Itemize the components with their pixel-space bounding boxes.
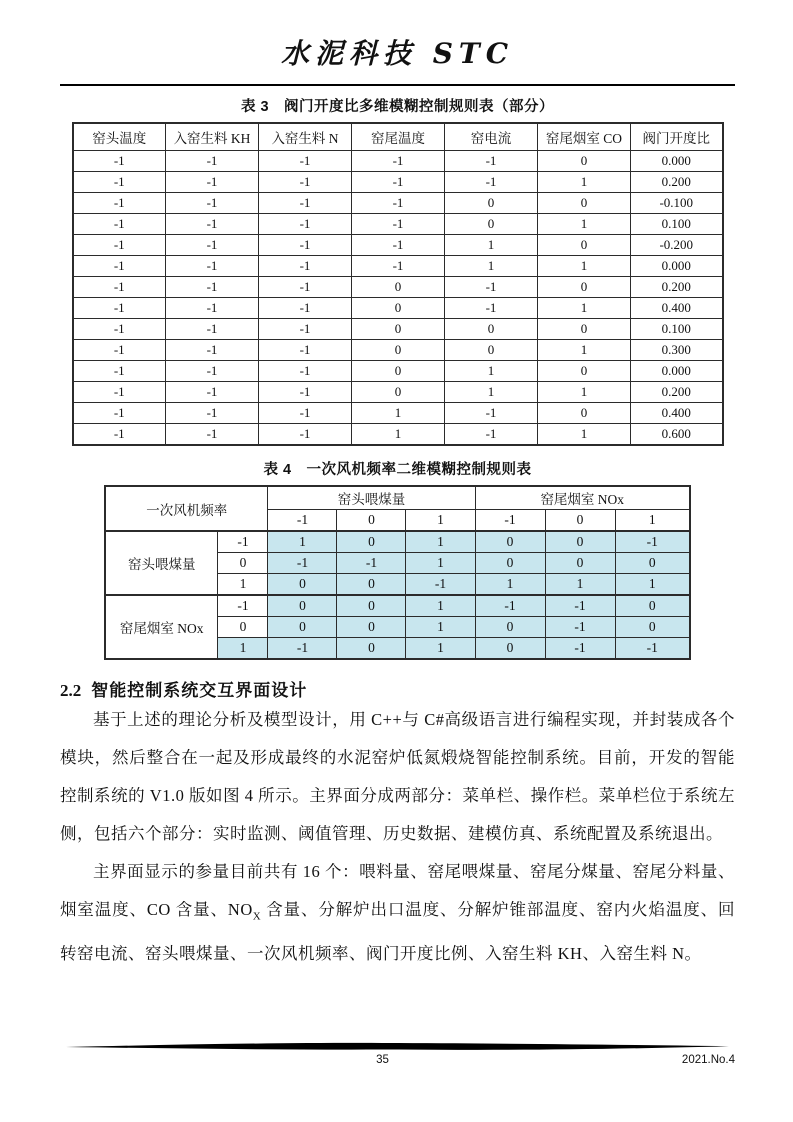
table-cell: 0.000 [631, 361, 723, 382]
table-cell: -0.200 [631, 235, 723, 256]
table-cell: 1 [445, 256, 538, 277]
table-cell: -1 [445, 424, 538, 446]
table-cell: 0 [445, 214, 538, 235]
table-cell: -0.100 [631, 193, 723, 214]
row-sublabel: 1 [218, 638, 268, 660]
table-cell: -1 [259, 340, 352, 361]
table-cell: 0.600 [631, 424, 723, 446]
table4-caption: 表 4 一次风机频率二维模糊控制规则表 [263, 462, 532, 478]
paragraph-2-text-a: 主界面显示的参量目前共有 16 个：喂料量、窑尾喂煤量、窑尾分煤量、窑尾分料量、烟室温度、CO 含量、NO [60, 862, 735, 919]
table3-row [73, 382, 723, 403]
column-sublabel: -1 [475, 510, 545, 532]
row-group-label: 窑尾烟室 NOx [105, 595, 218, 659]
table3 [72, 122, 724, 446]
table-cell: -1 [445, 298, 538, 319]
table-cell: 1 [445, 382, 538, 403]
table-cell: -1 [352, 214, 445, 235]
table-cell: -1 [166, 424, 259, 446]
row-sublabel: -1 [218, 531, 268, 553]
table-cell: 0 [538, 319, 631, 340]
table-cell: 0.100 [631, 214, 723, 235]
value-cell: 1 [406, 638, 475, 660]
table-cell: 1 [538, 424, 631, 446]
table-cell: -1 [166, 151, 259, 172]
value-cell: -1 [545, 617, 615, 638]
table-cell: -1 [166, 214, 259, 235]
table-cell: 0 [352, 340, 445, 361]
table-cell: -1 [445, 172, 538, 193]
footer-row [60, 1054, 735, 1066]
table-cell: -1 [166, 340, 259, 361]
value-cell: 1 [615, 574, 690, 596]
paragraph-2-text-b: 含量、分解炉出口温度、分解炉锥部温度、窑内火焰温度、回转窑电流、窑头喂煤量、一次风机频率、阀门开度比例、入窑生料 KH、入窑生料 N。 [60, 900, 735, 964]
column-header: 入窑生料 N [259, 123, 352, 151]
table-cell: -1 [73, 151, 166, 172]
table3-caption: 表 3 阀门开度比多维模糊控制规则表（部分） [240, 99, 555, 115]
column-sublabel: 1 [615, 510, 690, 532]
section-heading [60, 676, 735, 701]
table-cell: -1 [73, 235, 166, 256]
table-cell: -1 [73, 256, 166, 277]
column-header: 窑尾烟室 CO [538, 123, 631, 151]
value-cell: 0 [268, 595, 337, 617]
table-cell: 0 [352, 319, 445, 340]
row-sublabel: 0 [218, 553, 268, 574]
value-cell: -1 [545, 595, 615, 617]
corner-cell: 一次风机频率 [105, 486, 268, 531]
table4-row [105, 595, 690, 617]
table-cell: 1 [538, 340, 631, 361]
table-cell: -1 [259, 298, 352, 319]
table-cell: 0.400 [631, 298, 723, 319]
table3-row [73, 403, 723, 424]
table3-row [73, 193, 723, 214]
value-cell: 0 [337, 617, 406, 638]
table-cell: -1 [73, 424, 166, 446]
value-cell: 0 [475, 617, 545, 638]
table3-header-row [73, 123, 723, 151]
table-cell: -1 [166, 235, 259, 256]
table-cell: 0.200 [631, 172, 723, 193]
table-cell: -1 [352, 193, 445, 214]
row-sublabel: 1 [218, 574, 268, 596]
value-cell: -1 [406, 574, 475, 596]
table-cell: -1 [259, 361, 352, 382]
table-cell: 0 [445, 340, 538, 361]
value-cell: -1 [268, 638, 337, 660]
table-cell: 1 [352, 403, 445, 424]
column-sublabel: 0 [337, 510, 406, 532]
page-content [60, 0, 735, 973]
value-cell: -1 [337, 553, 406, 574]
column-group-header: 窑尾烟室 NOx [475, 486, 690, 510]
table-cell: -1 [73, 361, 166, 382]
value-cell: 0 [475, 553, 545, 574]
table-cell: 0.100 [631, 319, 723, 340]
column-header: 阀门开度比 [631, 123, 723, 151]
table-cell: -1 [166, 277, 259, 298]
table-cell: 0 [445, 319, 538, 340]
table-cell: 0 [538, 151, 631, 172]
column-header: 窑头温度 [73, 123, 166, 151]
table3-row [73, 319, 723, 340]
value-cell: 1 [406, 531, 475, 553]
value-cell: 0 [337, 574, 406, 596]
table-cell: -1 [259, 403, 352, 424]
table-cell: -1 [166, 256, 259, 277]
table-cell: -1 [166, 319, 259, 340]
page-number: 35 [376, 1054, 389, 1066]
value-cell: -1 [545, 638, 615, 660]
value-cell: -1 [615, 638, 690, 660]
table-cell: 0.400 [631, 403, 723, 424]
value-cell: 0 [475, 531, 545, 553]
table-cell: 1 [538, 382, 631, 403]
table3-row [73, 235, 723, 256]
table4-row [105, 531, 690, 553]
table-cell: -1 [445, 151, 538, 172]
table-cell: 0.000 [631, 256, 723, 277]
table-cell: 0 [352, 361, 445, 382]
table-cell: 0.200 [631, 277, 723, 298]
table3-row [73, 172, 723, 193]
table3-row [73, 340, 723, 361]
table3-row [73, 277, 723, 298]
table-cell: -1 [166, 298, 259, 319]
issue-number: 2021.No.4 [681, 1054, 735, 1066]
table3-row [73, 298, 723, 319]
table-cell: -1 [73, 214, 166, 235]
table-cell: -1 [259, 382, 352, 403]
table-cell: 0 [352, 382, 445, 403]
value-cell: 0 [615, 617, 690, 638]
table-cell: -1 [166, 361, 259, 382]
table-cell: -1 [166, 172, 259, 193]
table-cell: -1 [73, 172, 166, 193]
table-cell: -1 [166, 382, 259, 403]
value-cell: 1 [268, 531, 337, 553]
column-header: 窑尾温度 [352, 123, 445, 151]
paragraph-1 [60, 701, 735, 853]
value-cell: 0 [615, 595, 690, 617]
table-cell: -1 [259, 256, 352, 277]
table-cell: -1 [259, 214, 352, 235]
row-sublabel: -1 [218, 595, 268, 617]
value-cell: 1 [406, 553, 475, 574]
header-rule [60, 84, 735, 86]
table-cell: -1 [73, 319, 166, 340]
row-sublabel: 0 [218, 617, 268, 638]
value-cell: 0 [268, 617, 337, 638]
column-group-header: 窑头喂煤量 [268, 486, 475, 510]
column-sublabel: -1 [268, 510, 337, 532]
table-cell: -1 [73, 382, 166, 403]
table-cell: -1 [73, 193, 166, 214]
table-cell: 0.200 [631, 382, 723, 403]
value-cell: 1 [475, 574, 545, 596]
paragraph-1-text: 基于上述的理论分析及模型设计，用 C++与 C#高级语言进行编程实现，并封装成各个模块，然后整合在一起及形成最终的水泥窑炉低氮煅烧智能控制系统。目前，开发的智能控制系统的 V1.0 版如图 4 所示。主界面分成两部分：菜单栏、操作栏。菜单栏位于系统左侧，包括六个部分：实时监测、阈值管理、历史数据、建模仿真、系统配置及系统退出。 [60, 710, 735, 843]
table4-header-row-1 [105, 486, 690, 510]
table-cell: -1 [352, 172, 445, 193]
table-cell: 1 [538, 214, 631, 235]
value-cell: 1 [406, 595, 475, 617]
table-cell: -1 [259, 172, 352, 193]
table-cell: 0 [445, 193, 538, 214]
table-cell: -1 [166, 403, 259, 424]
table-cell: -1 [73, 298, 166, 319]
value-cell: 0 [615, 553, 690, 574]
table-cell: 0 [538, 403, 631, 424]
value-cell: -1 [475, 595, 545, 617]
table3-row [73, 361, 723, 382]
table-cell: -1 [259, 151, 352, 172]
table-cell: 0 [538, 193, 631, 214]
value-cell: 0 [268, 574, 337, 596]
table-cell: 0 [352, 277, 445, 298]
table3-row [73, 256, 723, 277]
value-cell: 0 [475, 638, 545, 660]
table-cell: -1 [259, 319, 352, 340]
table-cell: -1 [73, 403, 166, 424]
table-cell: -1 [352, 235, 445, 256]
table-cell: 0.300 [631, 340, 723, 361]
table-cell: -1 [259, 424, 352, 446]
column-header: 窑电流 [445, 123, 538, 151]
section-title: 智能控制系统交互界面设计 [91, 681, 308, 700]
value-cell: 0 [545, 531, 615, 553]
table-cell: 1 [538, 172, 631, 193]
table3-row [73, 424, 723, 446]
value-cell: -1 [615, 531, 690, 553]
page-footer [60, 1040, 735, 1066]
table-cell: -1 [73, 340, 166, 361]
table-cell: -1 [352, 256, 445, 277]
section-number: 2.2 [60, 681, 82, 700]
table-cell: -1 [259, 235, 352, 256]
nox-subscript: X [252, 910, 262, 923]
table-cell: 1 [445, 235, 538, 256]
column-sublabel: 0 [545, 510, 615, 532]
table-cell: -1 [73, 277, 166, 298]
value-cell: 0 [337, 595, 406, 617]
table4 [104, 485, 691, 660]
table-cell: 1 [538, 298, 631, 319]
table-cell: 0 [538, 277, 631, 298]
table-cell: -1 [445, 277, 538, 298]
value-cell: -1 [268, 553, 337, 574]
table-cell: 1 [352, 424, 445, 446]
footer-stroke [60, 1040, 735, 1052]
column-sublabel: 1 [406, 510, 475, 532]
table-cell: 0.000 [631, 151, 723, 172]
value-cell: 0 [545, 553, 615, 574]
value-cell: 1 [545, 574, 615, 596]
table-cell: -1 [352, 151, 445, 172]
table-cell: -1 [445, 403, 538, 424]
table-cell: 0 [538, 235, 631, 256]
table-cell: 0 [538, 361, 631, 382]
table-cell: -1 [166, 193, 259, 214]
table-cell: -1 [259, 277, 352, 298]
table-cell: -1 [259, 193, 352, 214]
value-cell: 0 [337, 638, 406, 660]
table3-row [73, 214, 723, 235]
table-cell: 1 [445, 361, 538, 382]
table3-row [73, 151, 723, 172]
journal-title: 水泥科技 STC [280, 37, 515, 70]
table-cell: 0 [352, 298, 445, 319]
value-cell: 0 [337, 531, 406, 553]
column-header: 入窑生料 KH [166, 123, 259, 151]
value-cell: 1 [406, 617, 475, 638]
paragraph-2 [60, 853, 735, 973]
table-cell: 1 [538, 256, 631, 277]
row-group-label: 窑头喂煤量 [105, 531, 218, 595]
